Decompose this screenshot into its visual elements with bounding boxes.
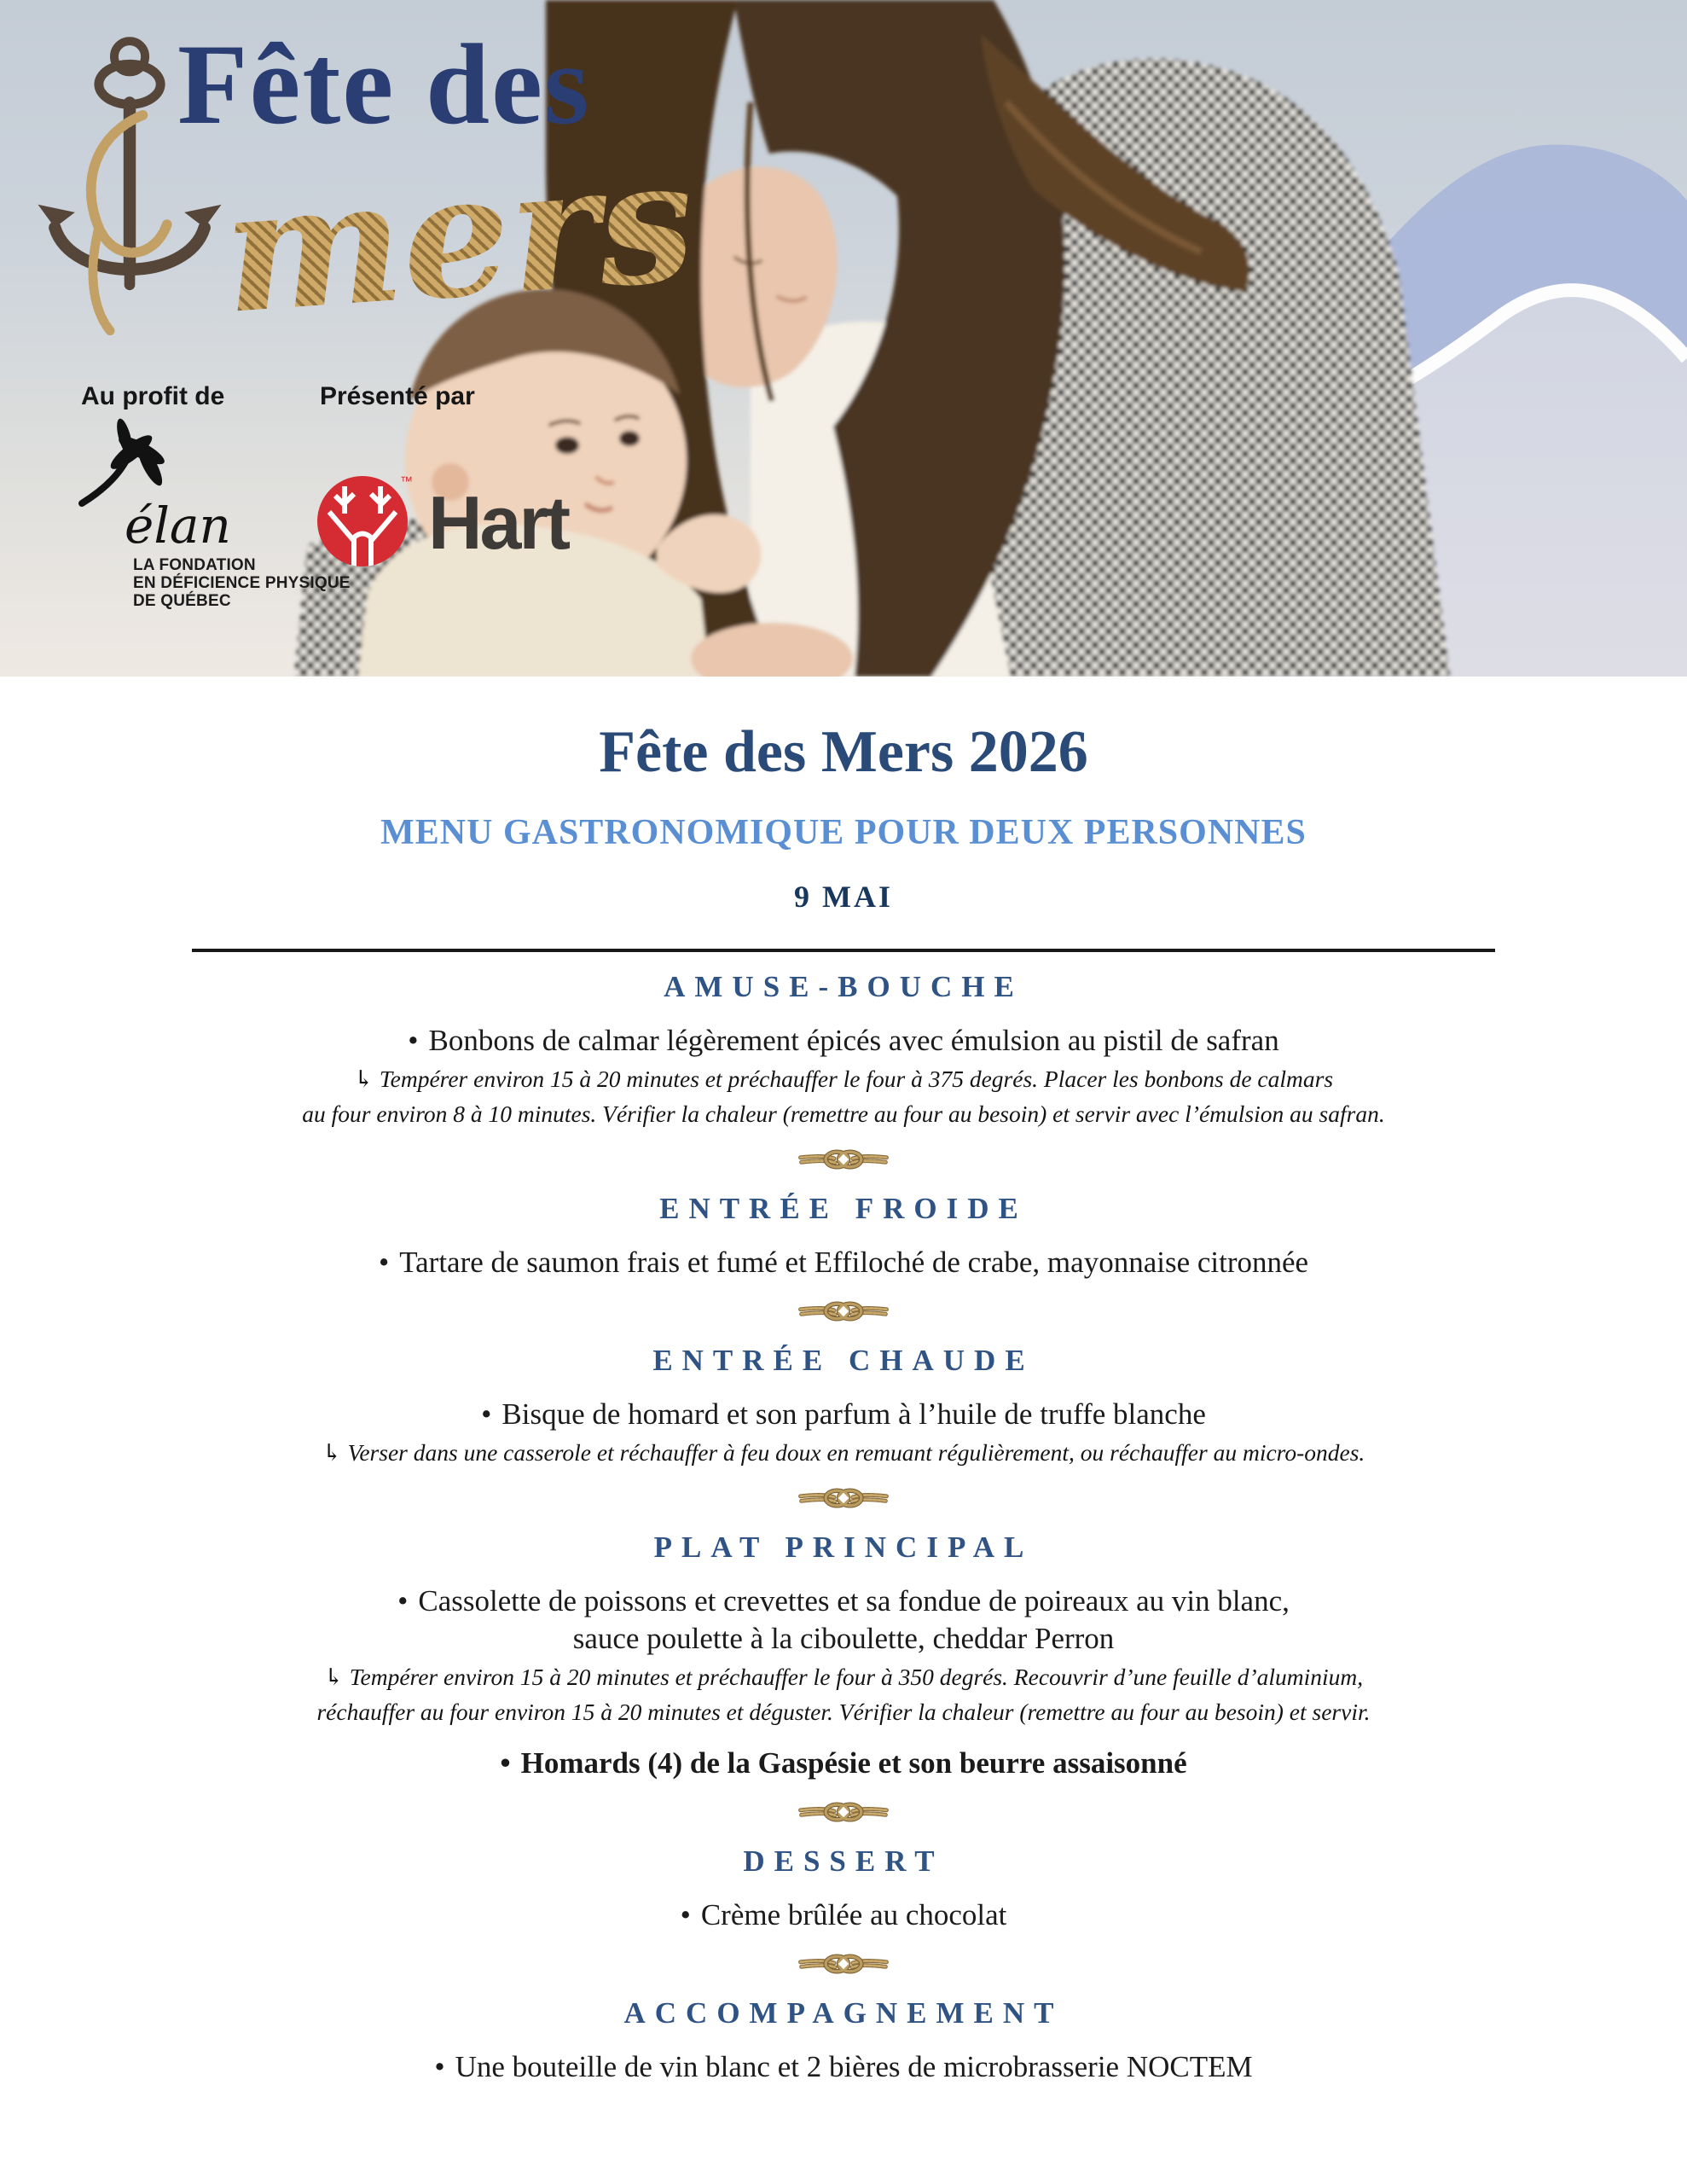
menu-item <box>0 1396 1687 1433</box>
preparation-note: ↳ Tempérer environ 15 à 20 minutes et préchauffer le four à 375 degrés. Placer les bonbons de calmars <box>353 1066 1334 1092</box>
menu-section-amuse-bouche <box>0 969 1687 1174</box>
event-date: 9 MAI <box>794 880 893 914</box>
menu-item-text: Crème brûlée au chocolat <box>700 1898 1007 1931</box>
page-title: Fête des Mers 2026 <box>599 719 1088 785</box>
hart-deer-icon <box>317 476 408 566</box>
bullet-glyph: • <box>680 1898 691 1931</box>
logo-rope-word: mers <box>217 120 700 351</box>
header-banner <box>0 0 1687 677</box>
menu-item-text: Une bouteille de vin blanc et 2 bières de microbrasserie NOCTEM <box>455 2050 1253 2083</box>
menu-item <box>0 1022 1687 1060</box>
menu-item-continuation: sauce poulette à la ciboulette, cheddar Perron <box>572 1622 1115 1655</box>
rope-knot-divider <box>758 1798 929 1827</box>
menu-item <box>0 1896 1687 1934</box>
rope-knot-divider <box>758 1145 929 1174</box>
menu-section-entree-froide <box>0 1191 1687 1326</box>
section-heading: DESSERT <box>743 1844 944 1878</box>
menu-section-plat-principal <box>0 1530 1687 1827</box>
bullet-glyph: • <box>378 1246 390 1279</box>
beneficiary-label: Au profit de <box>81 382 225 410</box>
hart-logo <box>317 474 590 577</box>
menu-item-text: Homards (4) de la Gaspésie et son beurre assaisonné <box>520 1746 1187 1780</box>
elan-figure-icon <box>75 418 194 507</box>
elan-logo-wordmark: élan <box>125 497 231 555</box>
bullet-glyph: • <box>481 1397 492 1431</box>
preparation-note: au four environ 8 à 10 minutes. Vérifier la chaleur (remettre au four au besoin) et servir avec l’émulsion au safran. <box>302 1101 1385 1127</box>
hart-logo-wordmark: Hart <box>428 480 569 565</box>
menu-section-entree-chaude <box>0 1343 1687 1513</box>
section-heading: PLAT PRINCIPAL <box>653 1531 1034 1564</box>
rope-knot-divider <box>758 1484 929 1513</box>
menu-item <box>0 1244 1687 1281</box>
menu-item-text: Bisque de homard et son parfum à l’huile de truffe blanche <box>501 1397 1206 1431</box>
bullet-glyph: • <box>408 1024 419 1057</box>
hart-trademark: ™ <box>400 474 413 489</box>
preparation-note: réchauffer au four environ 15 à 20 minutes et déguster. Vérifier la chaleur (remettre au four au besoin) et servir. <box>316 1699 1371 1725</box>
menu-subtitle: MENU GASTRONOMIQUE POUR DEUX PERSONNES <box>380 813 1307 852</box>
elan-tagline-line3: DE QUÉBEC <box>133 592 231 610</box>
section-heading: AMUSE-BOUCHE <box>664 970 1023 1003</box>
divider-rule <box>192 949 1495 952</box>
elan-tagline-line2: EN DÉFICIENCE PHYSIQUE <box>133 574 351 592</box>
logo-title-text: Fête des <box>177 21 591 148</box>
menu-item <box>0 1583 1687 1620</box>
bullet-glyph: • <box>434 2050 445 2083</box>
menu-item <box>0 1745 1687 1782</box>
preparation-note: ↳ Verser dans une casserole et réchauffer à feu doux en remuant régulièrement, ou réchauffer au micro-ondes. <box>322 1439 1365 1466</box>
menu-section-dessert <box>0 1844 1687 1978</box>
menu-body <box>0 677 1687 2086</box>
bullet-glyph: • <box>500 1746 511 1780</box>
menu-item-text: Cassolette de poissons et crevettes et sa fondue de poireaux au vin blanc, <box>418 1584 1290 1618</box>
bullet-glyph: • <box>397 1584 409 1618</box>
elan-tagline-line1: LA FONDATION <box>133 556 256 574</box>
menu-item <box>0 2048 1687 2086</box>
presenter-label: Présenté par <box>320 382 475 410</box>
section-heading: ENTRÉE CHAUDE <box>652 1344 1035 1377</box>
rope-knot-divider <box>758 1297 929 1326</box>
section-heading: ENTRÉE FROIDE <box>659 1192 1028 1225</box>
section-heading: ACCOMPAGNEMENT <box>623 1996 1064 2030</box>
preparation-note: ↳ Tempérer environ 15 à 20 minutes et préchauffer le four à 350 degrés. Recouvrir d’une feuille d’aluminium, <box>323 1664 1364 1690</box>
menu-item-text: Tartare de saumon frais et fumé et Effiloché de crabe, mayonnaise citronnée <box>399 1246 1309 1279</box>
menu-section-accompagnement <box>0 1995 1687 2086</box>
menu-item-text: Bonbons de calmar légèrement épicés avec émulsion au pistil de safran <box>428 1024 1279 1057</box>
rope-knot-divider <box>758 1949 929 1978</box>
